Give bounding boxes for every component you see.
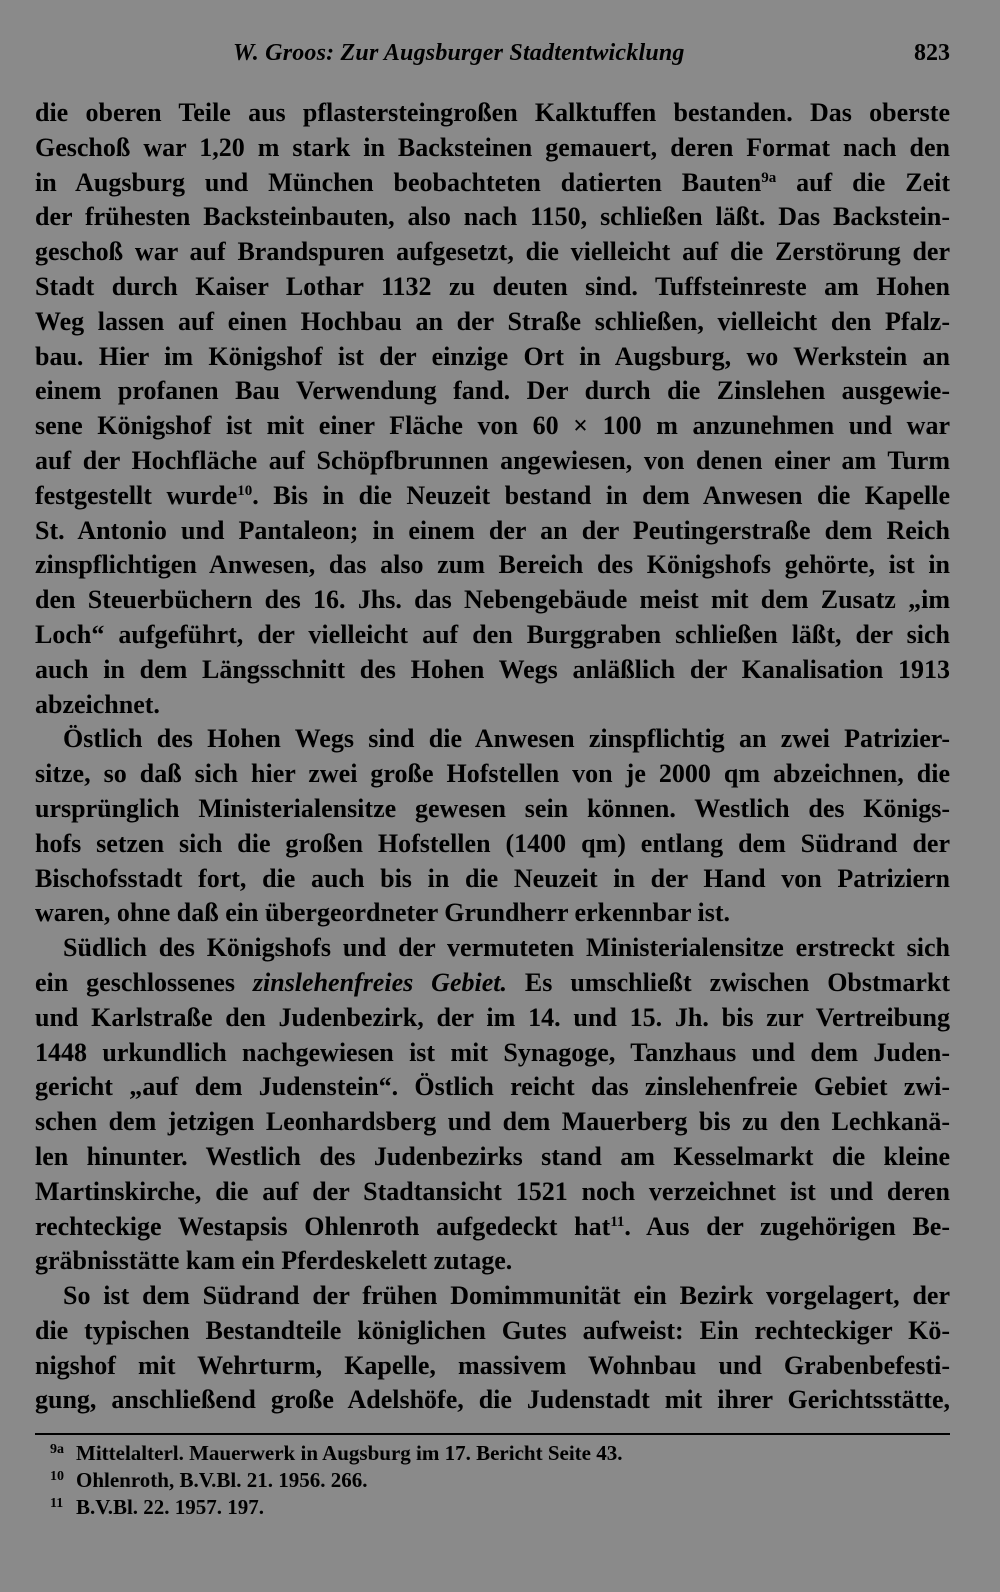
text-line: geschoß war auf Brandspuren aufgesetzt, die vielleicht auf die Zerstörung der [35,237,950,267]
text-segment: in Augsburg und München beobachteten datierten Bauten [35,167,762,197]
text-line: ursprünglich Ministerialensitze gewesen sein können. Westlich des Königs- [35,793,950,823]
text-line: 1448 urkundlich nachgewiesen ist mit Synagoge, Tanzhaus und dem Juden- [35,1037,950,1067]
text-segment: . Aus der zugehörigen Be- [624,1211,951,1241]
running-title: W. Groos: Zur Augsburger Stadtentwicklung [233,40,685,66]
page-number: 823 [914,40,950,66]
text-line: den Steuerbüchern des 16. Jhs. das Nebengebäude meist mit dem Zusatz „im [35,585,950,615]
text-line: gung, anschließend große Adelshöfe, die Judenstadt mit ihrer Gerichtsstätte, [35,1385,950,1415]
text-line: Geschoß war 1,20 m stark in Backsteinen gemauert, deren Format nach den [35,132,950,162]
footnote-text: Mittelalterl. Mauerwerk in Augsburg im 17. Bericht Seite 43. [76,1441,623,1465]
text-line: Südlich des Königshofs und der vermuteten Ministerialensitze erstreckt sich [63,933,950,963]
footnote-ref: 11 [610,1213,625,1230]
text-line: sitze, so daß sich hier zwei große Hofstellen von je 2000 qm abzeichnen, die [35,759,950,789]
footnote-ref: 10 [237,482,253,499]
text-segment: . Bis in die Neuzeit bestand in dem Anwesen die Kapelle [252,480,950,510]
text-segment: rechteckige Westapsis Ohlenroth aufgedeckt hat [35,1211,611,1241]
text-segment: auf die Zeit [776,167,951,197]
paragraph-2 [35,722,950,931]
text-line: Stadt durch Kaiser Lothar 1132 zu deuten sind. Tuffsteinreste am Hohen [35,271,950,301]
emphasis-text: zinslehenfreies Gebiet. [252,967,507,997]
text-line: die oberen Teile aus pflastersteingroßen Kalktuffen bestanden. Das oberste [35,98,950,127]
page-header [35,40,950,74]
text-line: Östlich des Hohen Wegs sind die Anwesen zinspflichtig an zwei Patrizier- [63,724,950,754]
text-line: zinspflichtigen Anwesen, das also zum Bereich des Königshofs gehörte, ist in [35,550,950,580]
text-line: Bischofsstadt fort, die auch bis in die Neuzeit in der Hand von Patriziern [35,863,950,893]
footnote: 11 B.V.Bl. 22. 1957. 197. [50,1495,265,1519]
text-line: St. Antonio und Pantaleon; in einem der an der Peutingerstraße dem Reich [35,515,950,545]
text-line: hofs setzen sich die großen Hofstellen (1400 qm) entlang dem Südrand der [35,828,950,858]
text-segment: festgestellt wurde [35,480,238,510]
text-line [35,166,950,201]
text-line: abzeichnet. [35,689,160,719]
text-line [35,1210,950,1245]
text-line: und Karlstraße den Judenbezirk, der im 14. und 15. Jh. bis zur Vertreibung [35,1002,950,1032]
paragraph-4 [35,1279,950,1418]
text-line: gräbnisstätte kam ein Pferdeskelett zutage. [35,1246,513,1276]
text-line: einem profanen Bau Verwendung fand. Der durch die Zinslehen ausgewie- [35,376,950,406]
text-line: Loch“ aufgeführt, der vielleicht auf den Burggraben schließen läßt, der sich [35,619,950,649]
text-line: nigshof mit Wehrturm, Kapelle, massivem Wohnbau und Grabenbefesti- [35,1350,950,1380]
text-line: gericht „auf dem Judenstein“. Östlich reicht das zinslehenfreie Gebiet zwi- [35,1072,950,1102]
text-line: len hinunter. Westlich des Judenbezirks stand am Kesselmarkt die kleine [35,1141,950,1171]
text-line: schen dem jetzigen Leonhardsberg und dem Mauerberg bis zu den Lechkanä- [35,1107,950,1137]
footnote-ref: 9a [761,169,777,186]
text-line: auf der Hochfläche auf Schöpfbrunnen angewiesen, von denen einer am Turm [35,445,950,475]
footnote-divider [35,1433,950,1435]
text-line: So ist dem Südrand der frühen Domimmunität ein Bezirk vorgelagert, der [63,1281,950,1311]
text-segment: Es umschließt zwischen Obstmarkt [506,967,950,997]
footnote: 9a Mittelalterl. Mauerwerk in Augsburg im 17. Bericht Seite 43. [50,1441,623,1465]
text-line: die typischen Bestandteile königlichen Gutes aufweist: Ein rechteckiger Kö- [35,1315,950,1345]
body-text [35,96,950,1418]
text-segment: ein geschlossenes [35,967,253,997]
text-line [35,966,950,1001]
text-line [35,479,950,514]
text-line: Martinskirche, die auf der Stadtansicht 1521 noch verzeichnet ist und deren [35,1176,950,1206]
footnote-text: B.V.Bl. 22. 1957. 197. [76,1495,265,1519]
footnotes [50,1440,930,1521]
footnote: 10 Ohlenroth, B.V.Bl. 21. 1956. 266. [50,1468,368,1492]
text-line: Weg lassen auf einen Hochbau an der Straße schließen, vielleicht den Pfalz- [35,306,950,336]
text-line: sene Königshof ist mit einer Fläche von 60 × 100 m anzunehmen und war [35,411,950,441]
text-line: der frühesten Backsteinbauten, also nach 1150, schließen läßt. Das Backstein- [35,202,950,232]
footnote-text: Ohlenroth, B.V.Bl. 21. 1956. 266. [76,1468,368,1492]
text-line: waren, ohne daß ein übergeordneter Grundherr erkennbar ist. [35,898,731,928]
paragraph-3 [35,931,950,1279]
text-line: bau. Hier im Königshof ist der einzige Ort in Augsburg, wo Werkstein an [35,341,950,371]
paragraph-1 [35,96,950,722]
text-line: auch in dem Längsschnitt des Hohen Wegs anläßlich der Kanalisation 1913 [35,654,950,684]
